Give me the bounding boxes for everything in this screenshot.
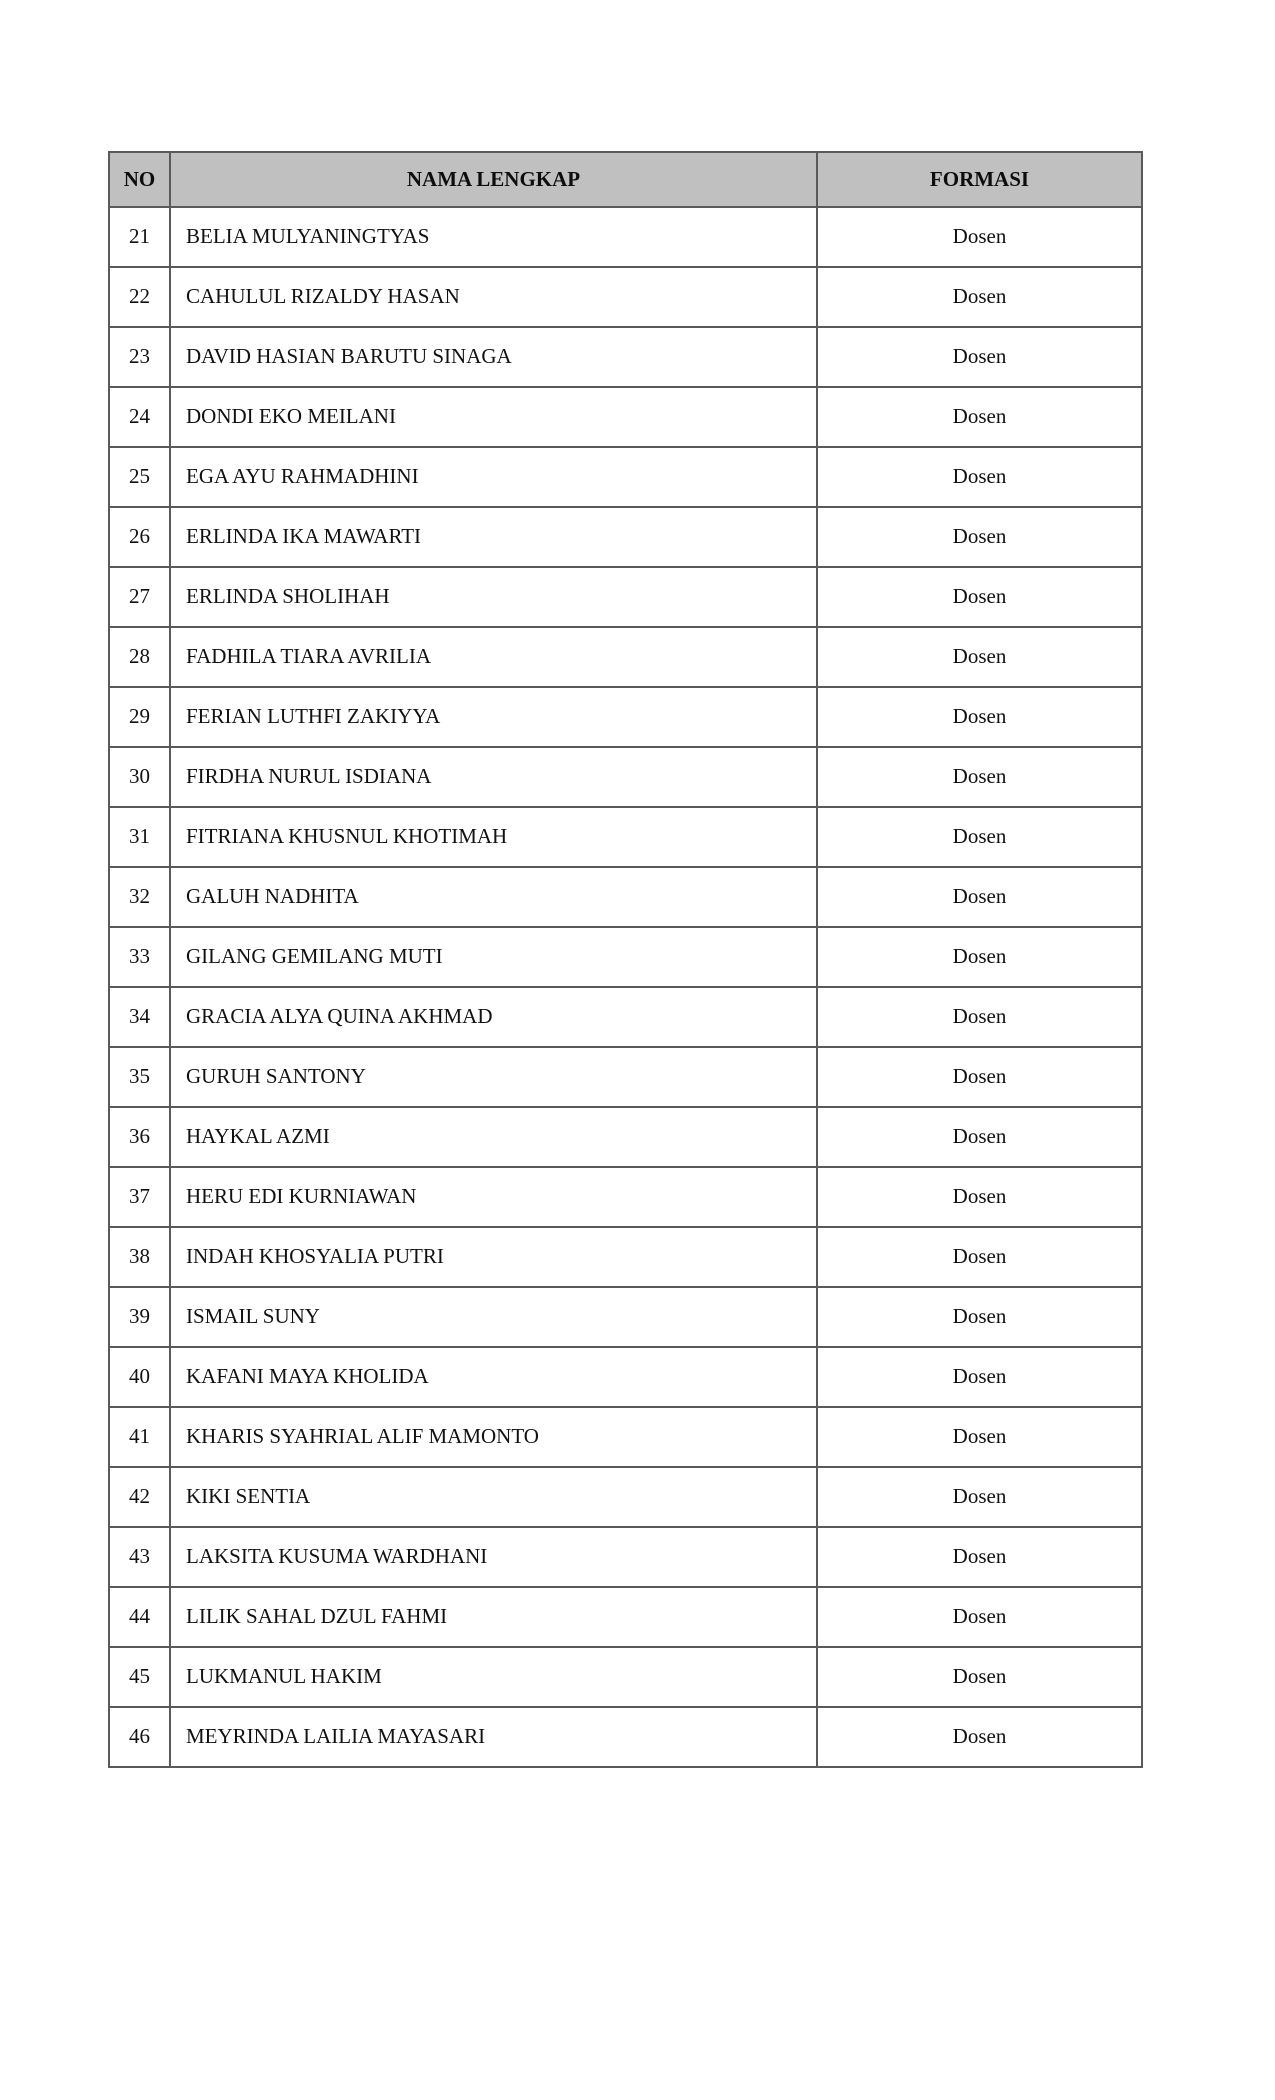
name-cell: KHARIS SYAHRIAL ALIF MAMONTO (170, 1407, 817, 1467)
name-cell: GURUH SANTONY (170, 1047, 817, 1107)
table-row (109, 1167, 1142, 1227)
table-row (109, 387, 1142, 447)
table-row (109, 867, 1142, 927)
formation-cell: Dosen (817, 1407, 1142, 1467)
name-cell: GRACIA ALYA QUINA AKHMAD (170, 987, 817, 1047)
row-number-cell: 25 (109, 447, 170, 507)
name-cell: GILANG GEMILANG MUTI (170, 927, 817, 987)
row-number-cell: 35 (109, 1047, 170, 1107)
table-row (109, 1047, 1142, 1107)
formation-cell: Dosen (817, 1227, 1142, 1287)
formation-cell: Dosen (817, 387, 1142, 447)
table-row (109, 1107, 1142, 1167)
table-row (109, 1707, 1142, 1767)
name-cell: DAVID HASIAN BARUTU SINAGA (170, 327, 817, 387)
row-number-cell: 43 (109, 1527, 170, 1587)
row-number-cell: 27 (109, 567, 170, 627)
name-cell: FIRDHA NURUL ISDIANA (170, 747, 817, 807)
formation-cell: Dosen (817, 1467, 1142, 1527)
name-cell: FADHILA TIARA AVRILIA (170, 627, 817, 687)
row-number-cell: 45 (109, 1647, 170, 1707)
row-number-cell: 33 (109, 927, 170, 987)
table-row (109, 207, 1142, 267)
formation-cell: Dosen (817, 627, 1142, 687)
table-row (109, 1467, 1142, 1527)
name-cell: KIKI SENTIA (170, 1467, 817, 1527)
name-cell: ERLINDA SHOLIHAH (170, 567, 817, 627)
row-number-cell: 31 (109, 807, 170, 867)
name-cell: EGA AYU RAHMADHINI (170, 447, 817, 507)
table-row (109, 927, 1142, 987)
table-row (109, 627, 1142, 687)
row-number-cell: 29 (109, 687, 170, 747)
formation-cell: Dosen (817, 1047, 1142, 1107)
name-cell: ERLINDA IKA MAWARTI (170, 507, 817, 567)
name-cell: ISMAIL SUNY (170, 1287, 817, 1347)
name-cell: FITRIANA KHUSNUL KHOTIMAH (170, 807, 817, 867)
table-row (109, 1287, 1142, 1347)
formation-cell: Dosen (817, 747, 1142, 807)
name-cell: DONDI EKO MEILANI (170, 387, 817, 447)
table-row (109, 1587, 1142, 1647)
header-formasi: FORMASI (817, 152, 1142, 207)
name-cell: GALUH NADHITA (170, 867, 817, 927)
formation-cell: Dosen (817, 1107, 1142, 1167)
formation-cell: Dosen (817, 1347, 1142, 1407)
formation-cell: Dosen (817, 327, 1142, 387)
table-row (109, 1647, 1142, 1707)
table-row (109, 447, 1142, 507)
row-number-cell: 42 (109, 1467, 170, 1527)
formation-cell: Dosen (817, 807, 1142, 867)
row-number-cell: 22 (109, 267, 170, 327)
name-cell: CAHULUL RIZALDY HASAN (170, 267, 817, 327)
name-cell: FERIAN LUTHFI ZAKIYYA (170, 687, 817, 747)
name-cell: BELIA MULYANINGTYAS (170, 207, 817, 267)
formation-cell: Dosen (817, 267, 1142, 327)
row-number-cell: 23 (109, 327, 170, 387)
name-cell: LUKMANUL HAKIM (170, 1647, 817, 1707)
formation-cell: Dosen (817, 567, 1142, 627)
row-number-cell: 36 (109, 1107, 170, 1167)
table-header-row (109, 152, 1142, 207)
name-cell: HERU EDI KURNIAWAN (170, 1167, 817, 1227)
formation-cell: Dosen (817, 687, 1142, 747)
name-cell: LILIK SAHAL DZUL FAHMI (170, 1587, 817, 1647)
name-cell: KAFANI MAYA KHOLIDA (170, 1347, 817, 1407)
row-number-cell: 24 (109, 387, 170, 447)
formation-cell: Dosen (817, 207, 1142, 267)
row-number-cell: 32 (109, 867, 170, 927)
row-number-cell: 46 (109, 1707, 170, 1767)
formation-cell: Dosen (817, 867, 1142, 927)
table-row (109, 507, 1142, 567)
name-cell: MEYRINDA LAILIA MAYASARI (170, 1707, 817, 1767)
row-number-cell: 40 (109, 1347, 170, 1407)
formation-cell: Dosen (817, 447, 1142, 507)
formation-cell: Dosen (817, 507, 1142, 567)
header-no: NO (109, 152, 170, 207)
formation-cell: Dosen (817, 1587, 1142, 1647)
header-nama-lengkap: NAMA LENGKAP (170, 152, 817, 207)
row-number-cell: 30 (109, 747, 170, 807)
formation-cell: Dosen (817, 987, 1142, 1047)
table-row (109, 567, 1142, 627)
table-row (109, 327, 1142, 387)
row-number-cell: 38 (109, 1227, 170, 1287)
records-table (108, 151, 1143, 1768)
name-cell: INDAH KHOSYALIA PUTRI (170, 1227, 817, 1287)
table-row (109, 747, 1142, 807)
formation-cell: Dosen (817, 1167, 1142, 1227)
row-number-cell: 34 (109, 987, 170, 1047)
formation-cell: Dosen (817, 1647, 1142, 1707)
name-cell: LAKSITA KUSUMA WARDHANI (170, 1527, 817, 1587)
table-row (109, 1347, 1142, 1407)
formation-cell: Dosen (817, 1287, 1142, 1347)
row-number-cell: 44 (109, 1587, 170, 1647)
table-row (109, 1227, 1142, 1287)
row-number-cell: 37 (109, 1167, 170, 1227)
table-body (109, 207, 1142, 1767)
table-row (109, 1527, 1142, 1587)
table-row (109, 267, 1142, 327)
table-row (109, 1407, 1142, 1467)
row-number-cell: 41 (109, 1407, 170, 1467)
row-number-cell: 28 (109, 627, 170, 687)
table-row (109, 687, 1142, 747)
formation-cell: Dosen (817, 1527, 1142, 1587)
table-row (109, 987, 1142, 1047)
table-row (109, 807, 1142, 867)
row-number-cell: 21 (109, 207, 170, 267)
formation-cell: Dosen (817, 1707, 1142, 1767)
row-number-cell: 26 (109, 507, 170, 567)
name-cell: HAYKAL AZMI (170, 1107, 817, 1167)
formation-cell: Dosen (817, 927, 1142, 987)
row-number-cell: 39 (109, 1287, 170, 1347)
